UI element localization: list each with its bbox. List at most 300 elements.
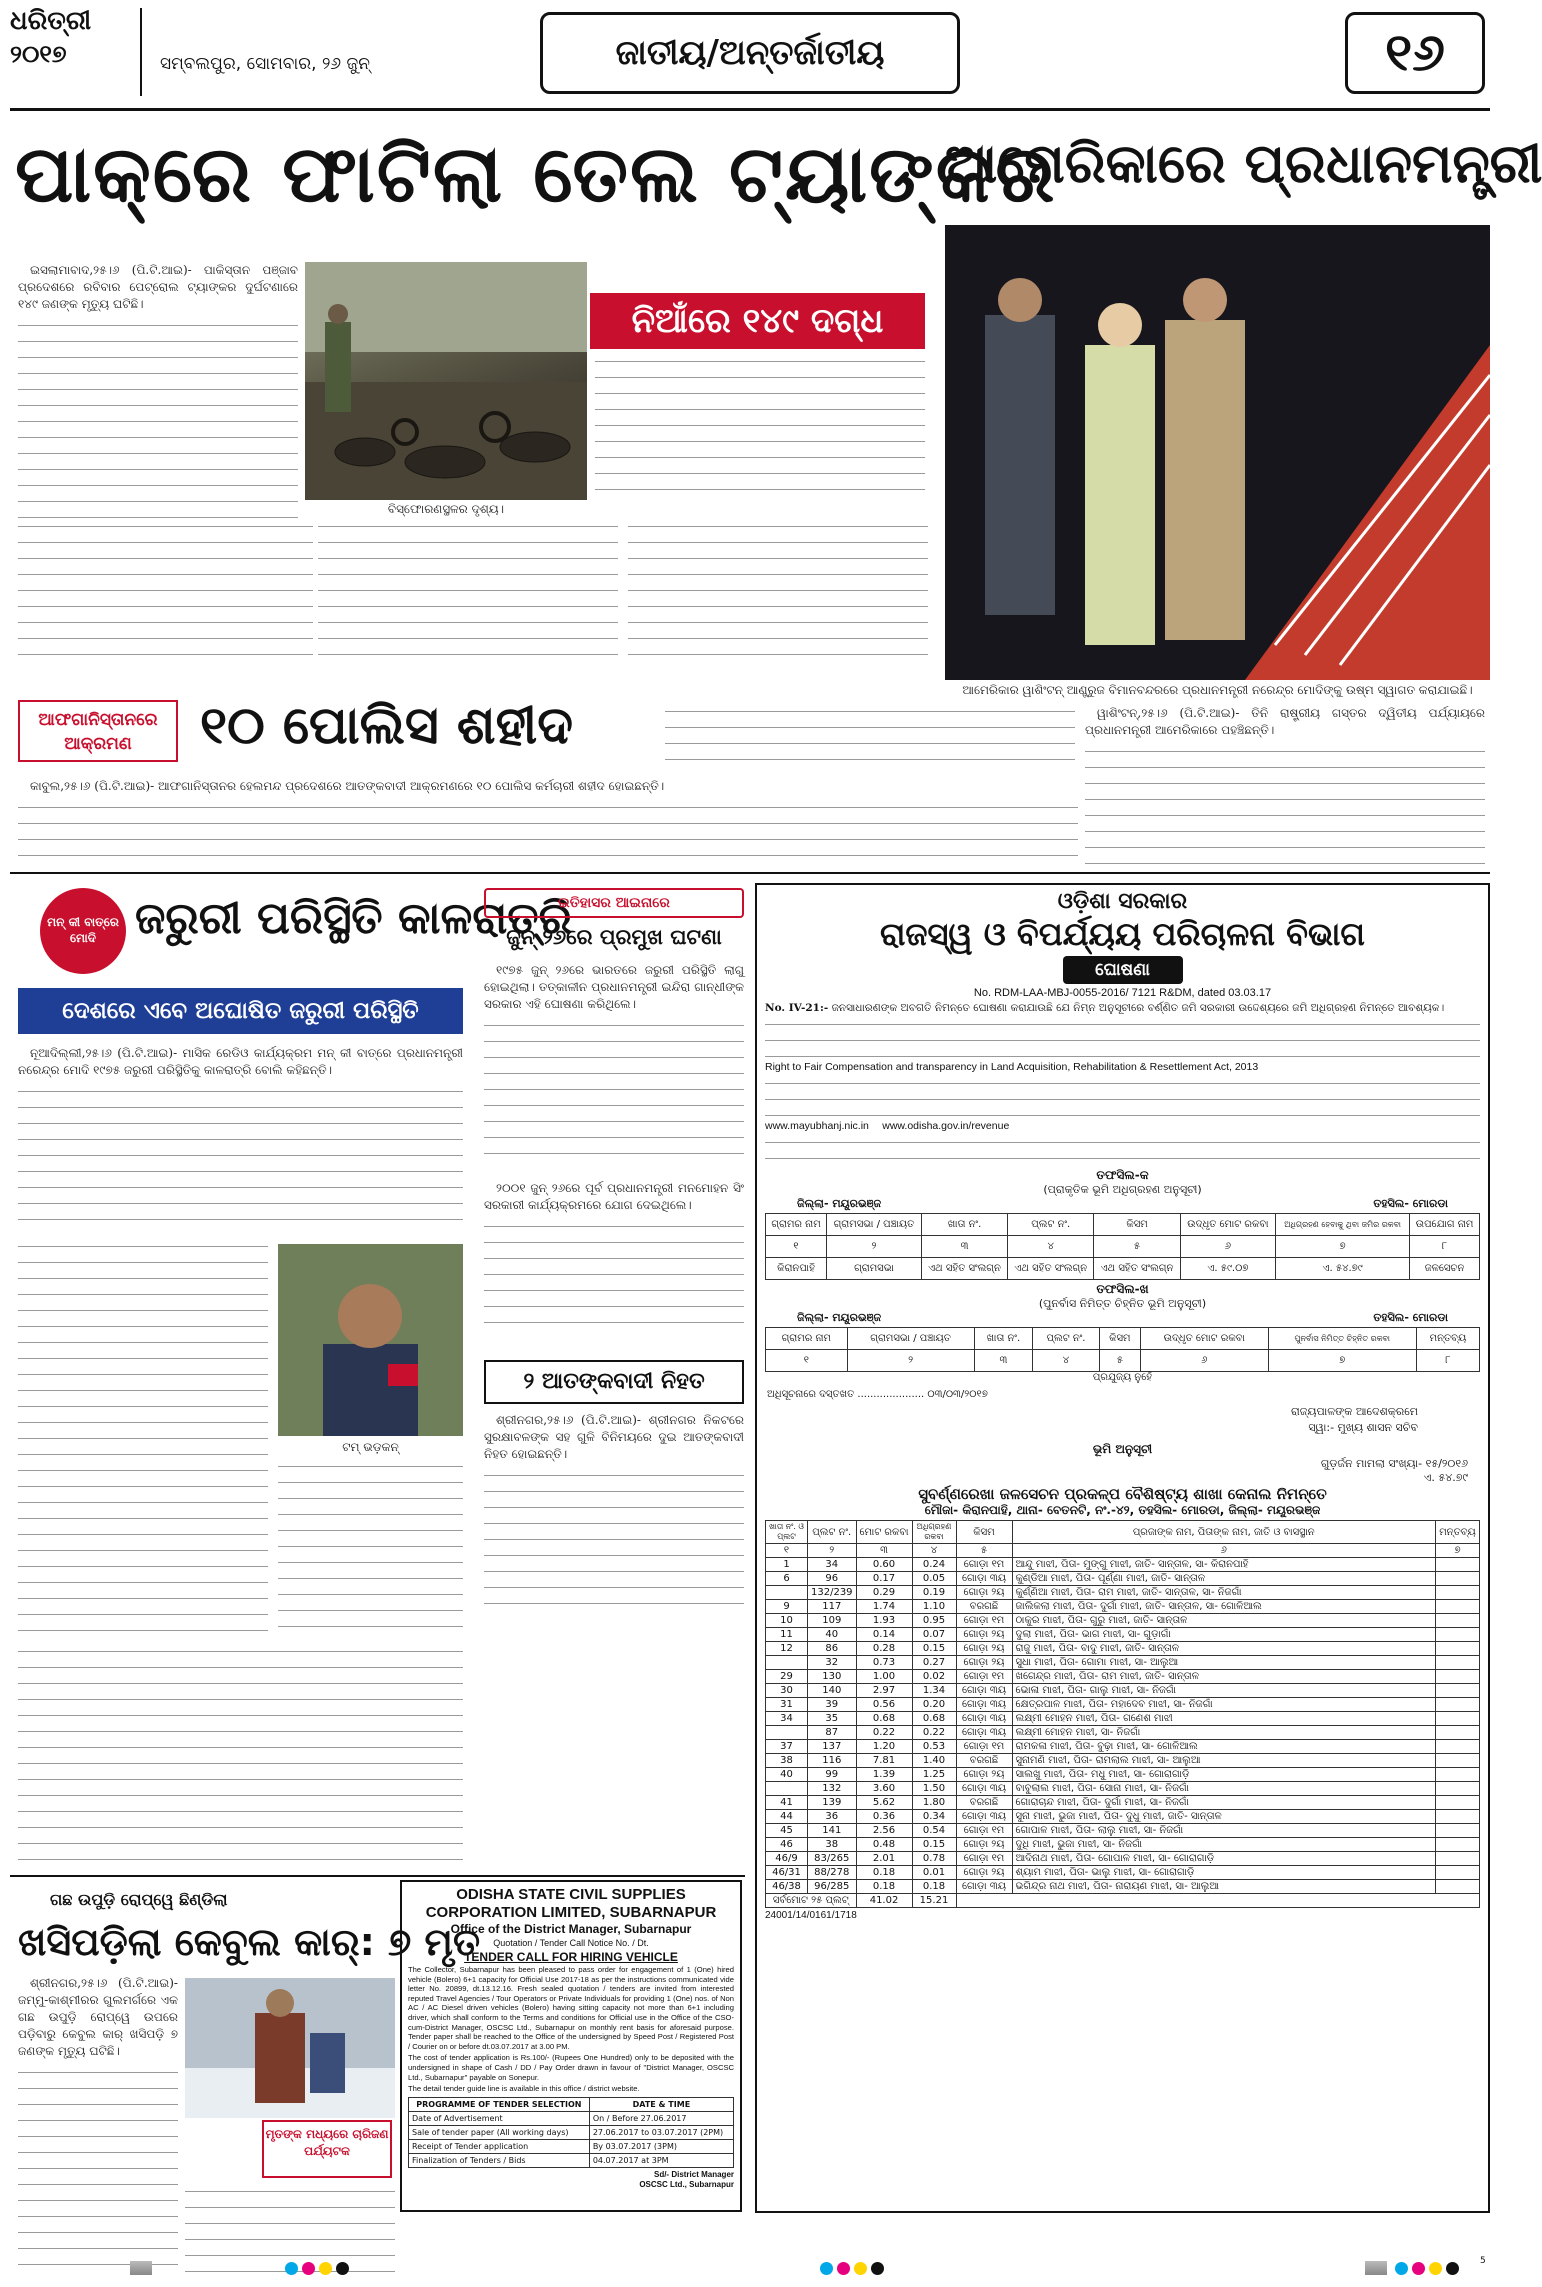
govt-body bbox=[757, 999, 1488, 1168]
land-row bbox=[766, 1768, 1480, 1782]
land-cell-remark bbox=[1436, 1712, 1480, 1726]
mouza-line: ମୌଜା- କିରାନପାହି, ଥାନା- ବେତନଟି, ନଂ.-୪୨, ତହସିଲ- ମୋରଡା, ଜିଲ୍ଲା- ମୟୂରଭଞ୍ଜ bbox=[924, 1503, 1321, 1517]
registration-dot bbox=[1429, 2262, 1442, 2275]
registration-dot bbox=[319, 2262, 332, 2275]
terror-body bbox=[484, 1412, 744, 1632]
th: ଉପଯୋଗ ନାମ bbox=[1410, 1214, 1480, 1236]
total-blank bbox=[956, 1894, 1480, 1908]
afghan-side-col bbox=[665, 705, 1075, 773]
th: ପ୍ଲଟ ନଂ. bbox=[1008, 1214, 1094, 1236]
land-schedule-table bbox=[765, 1520, 1480, 1908]
th: ଉଦ୍ଧୃତ ମୋଟ ରକବା bbox=[1180, 1214, 1275, 1236]
pm-photo bbox=[945, 225, 1490, 680]
land-cell: 0.22 bbox=[912, 1726, 956, 1740]
td: ୨ bbox=[847, 1350, 974, 1372]
emergency-body-right bbox=[278, 1460, 463, 1640]
govt-act: Right to Fair Compensation and transparency in Land Acquisition, Rehabilitation & Resettlement Act, 2013 bbox=[765, 1061, 1259, 1073]
tender-para1: The Collector, Subarnapur has been pleased to pass order for engagement of 1 (One) hired vehicle (Bolero) 6+1 capacity for Official Use 2017-18 as per the instructions communicated vide letter No. 20899, dt.13.12.16. Fresh sealed quotation / tenders are invited from interested reputed Travel Agencies / Tour Operators or Private Individuals for providing 1 (One) nos. of Non AC / AC Diesel driven vehicles (Bolero) having sitting capacity not more than 6+1 including driver, which shall conform to the Terms and conditions for Official use in the Office of the CSO-cum-District Manager, OSCSC Ltd., Subarnapur on monthly rent basis for aforesaid purpose. Tender paper shall be reached to the Office of the undersigned by Speed Post / Registered Post / Courier on or before dt.03.07.2017 at 3.00 PM. bbox=[408, 1965, 734, 2051]
land-cell: 1.20 bbox=[856, 1740, 912, 1754]
land-cell: ଗୋଡ଼ା ୩ୟ bbox=[956, 1712, 1012, 1726]
land-row bbox=[766, 1670, 1480, 1684]
cable-dateline: ଶ୍ରୀନଗର,୨୫।୬ (ପି.ଟି.ଆଇ)- ଜମ୍ମୁ-କାଶ୍ମୀରର ଗୁଲମର୍ଗରେ ଏକ ଗଛ ଉପୁଡ଼ି ରୋପ୍‌ୱେ ଉପରେ ପଡ଼ିବାରୁ କେବୁଲ କାର୍ ଖସିପଡ଼ି ୭ ଜଣଙ୍କ ମୃତ୍ୟୁ ଘଟିଛି। bbox=[18, 1976, 178, 2058]
land-cell bbox=[766, 1656, 808, 1670]
land-cell: ଗୋଡ଼ା ୨ୟ bbox=[956, 1628, 1012, 1642]
land-cell: 2.01 bbox=[856, 1852, 912, 1866]
history-item-2-lines bbox=[484, 1220, 744, 1330]
land-cell: ଗୋଡ଼ା ୧ମ bbox=[956, 1852, 1012, 1866]
schedule-a-table bbox=[765, 1213, 1480, 1280]
th: ଗ୍ରାମସଭା / ପଞ୍ଚାୟତ bbox=[847, 1328, 974, 1350]
land-cell: 1.93 bbox=[856, 1614, 912, 1628]
emergency-body-top bbox=[18, 1045, 463, 1235]
td: ଏ. ୫୪.୭୯ bbox=[1276, 1258, 1410, 1280]
tanker-photo bbox=[305, 262, 587, 500]
th: ଖାତା ନଂ. ଓ ପ୍ଲଟ bbox=[766, 1521, 808, 1544]
land-cell: 45 bbox=[766, 1824, 808, 1838]
history-item-1 bbox=[484, 962, 744, 1172]
land-cell: ଗୋଡ଼ା ୩ୟ bbox=[956, 1782, 1012, 1796]
land-cell-remark bbox=[1436, 1600, 1480, 1614]
td: ୫ bbox=[1094, 1236, 1180, 1258]
land-cell: ଗୋଡ଼ା ୨ୟ bbox=[956, 1656, 1012, 1670]
land-cell: ଗୋଡ଼ା ୩ୟ bbox=[956, 1880, 1012, 1894]
land-cell: ଆଦିନାଥ ମାଝୀ, ପିତା- ଗୋପାଳ ମାଝୀ, ସା- ଗୋରାଗାଡ଼ି bbox=[1012, 1852, 1436, 1866]
land-cell: 1.34 bbox=[912, 1684, 956, 1698]
land-cell: 0.05 bbox=[912, 1572, 956, 1586]
schedule-b-title: ତଫସିଲ-ଖ bbox=[1096, 1282, 1149, 1296]
lead-body-col4 bbox=[318, 520, 618, 670]
td: ୩ bbox=[974, 1350, 1033, 1372]
land-cell: କୁର୍ଣ୍ଣିଆ ମାଝୀ, ପିତା- ରାମ ମାଝୀ, ଜାତି- ସାନ୍ତାଳ, ସା- ନିଜଗାଁ bbox=[1012, 1586, 1436, 1600]
td: ୬ bbox=[1180, 1236, 1275, 1258]
td: ୪ bbox=[912, 1544, 956, 1558]
land-cell: 1.25 bbox=[912, 1768, 956, 1782]
afghan-tag: ଆଫଗାନିସ୍ତାନରେ ଆକ୍ରମଣ bbox=[18, 700, 178, 762]
dateline: ସମ୍ବଲପୁର, ସୋମବାର, ୨୬ ଜୁନ୍ bbox=[160, 54, 370, 74]
pm-airport-illustration bbox=[945, 225, 1490, 680]
land-cell: 46/38 bbox=[766, 1880, 808, 1894]
schedule-a-district: ଜିଲ୍ଲା- ମୟୂରଭଞ୍ଜ bbox=[797, 1197, 882, 1210]
th: କିସମ bbox=[1099, 1328, 1140, 1350]
land-cell-remark bbox=[1436, 1810, 1480, 1824]
signoff-1: ରାଜ୍ୟପାଳଙ୍କ ଆଦେଶକ୍ରମେ bbox=[1291, 1405, 1418, 1418]
schedule-a-title: ତଫସିଲ-କ bbox=[1096, 1168, 1149, 1182]
land-cell: 0.01 bbox=[912, 1866, 956, 1880]
tender-para2: The cost of tender application is Rs.100/- (Rupees One Hundred) only to be deposited with the undersigned in shape of Cash / DD / Pay Order drawn in favour of "District Manager, OSCSC Ltd., Subarnapur" payable on Sonepur. bbox=[408, 2053, 734, 2082]
signoff-2: ସ୍ୱା:- ମୁଖ୍ୟ ଶାସନ ସଚିବ bbox=[1308, 1421, 1418, 1434]
land-cell: ଲକ୍ଷ୍ମୀ ମୋହନ ମାଝୀ, ସା- ନିଜଗାଁ bbox=[1012, 1726, 1436, 1740]
pm-dateline: ୱାଶିଂଟନ୍,୨୫।୬ (ପି.ଟି.ଆଇ)- ତିନି ରାଷ୍ଟ୍ରୀୟ ଗସ୍ତର ଦ୍ୱିତୀୟ ପର୍ଯ୍ୟାୟରେ ପ୍ରଧାନମନ୍ତ୍ରୀ ଆମେରିକାରେ ପହଞ୍ଚିଛନ୍ତି। bbox=[1085, 706, 1485, 737]
land-cell: 0.68 bbox=[912, 1712, 956, 1726]
schedule-a-tahasil: ତହସିଲ- ମୋରଡା bbox=[1373, 1197, 1448, 1210]
land-cell: ସୁନାମଣି ମାଝୀ, ପିତା- ରାମଲାଲ ମାଝୀ, ସା- ଆଲୁଆ bbox=[1012, 1754, 1436, 1768]
land-cell-remark bbox=[1436, 1880, 1480, 1894]
land-cell: କୁଣ୍ଡିଆ ମାଝୀ, ପିତା- ପୂର୍ଣ୍ଣା ମାଝୀ, ଜାତି- ସାନ୍ତାଳ bbox=[1012, 1572, 1436, 1586]
th: ପ୍ଲଟ ନଂ. bbox=[1033, 1328, 1100, 1350]
cable-rescue-illustration bbox=[185, 1978, 395, 2118]
govt-name: ଓଡ଼ିଶା ସରକାର bbox=[1057, 889, 1188, 914]
land-cell: ଗୋଡ଼ା ୩ୟ bbox=[956, 1684, 1012, 1698]
th: ଅଧିଗ୍ରହଣ ହେବାକୁ ଥିବା ଜମିର ରକବା bbox=[1276, 1214, 1410, 1236]
corner-number: 5 bbox=[1480, 2256, 1486, 2266]
th: ଉଦ୍ଧୃତ ମୋଟ ରକବା bbox=[1140, 1328, 1268, 1350]
land-cell-remark bbox=[1436, 1558, 1480, 1572]
land-cell: 83/265 bbox=[808, 1852, 857, 1866]
land-cell: 137 bbox=[808, 1740, 857, 1754]
land-cell: 39 bbox=[808, 1698, 857, 1712]
land-row bbox=[766, 1712, 1480, 1726]
schedule-b-district: ଜିଲ୍ଲା- ମୟୂରଭଞ୍ଜ bbox=[797, 1311, 882, 1324]
land-cell: 7.81 bbox=[856, 1754, 912, 1768]
land-cell-remark bbox=[1436, 1726, 1480, 1740]
th: କିସମ bbox=[956, 1521, 1012, 1544]
schedule-b-sub: (ପୁନର୍ବାସ ନିମିତ୍ତ ଚିହ୍ନିତ ଭୂମି ଅନୁସୂଚୀ) bbox=[1038, 1297, 1207, 1310]
govt-body-lines-2 bbox=[765, 1077, 1480, 1117]
cable-body-left bbox=[18, 1975, 178, 2275]
land-cell: 0.24 bbox=[912, 1558, 956, 1572]
land-cell: ଆନ୍ଦୁ ମାଝୀ, ପିତା- ମୁଙ୍ଗୁ ମାଝୀ, ଜାତି- ସାନ୍ତାଳ, ସା- କିରାନପାହି bbox=[1012, 1558, 1436, 1572]
land-cell: 0.54 bbox=[912, 1824, 956, 1838]
registration-dot bbox=[871, 2262, 884, 2275]
land-cell: ଗୋଡ଼ା ୩ୟ bbox=[956, 1572, 1012, 1586]
land-row bbox=[766, 1642, 1480, 1656]
annexure-title: ଭୂମି ଅନୁସୂଚୀ bbox=[1092, 1442, 1153, 1456]
land-cell: 0.18 bbox=[856, 1866, 912, 1880]
land-row bbox=[766, 1852, 1480, 1866]
land-cell-remark bbox=[1436, 1670, 1480, 1684]
land-cell: 0.20 bbox=[912, 1698, 956, 1712]
signoff-line: ଅଧିସୂଚନାରେ ଦସ୍ତଖତ ..................... ୦୩/୦୩/୨୦୧୭ bbox=[767, 1389, 988, 1400]
emergency-body-left bbox=[18, 1240, 268, 1640]
schedule-b-table bbox=[765, 1327, 1480, 1372]
tender-notice-no: Quotation / Tender Call Notice No. / Dt. bbox=[493, 1938, 649, 1948]
govt-body-lines-3 bbox=[765, 1136, 1480, 1164]
land-cell: 1.40 bbox=[912, 1754, 956, 1768]
govt-website1[interactable]: www.mayubhanj.nic.in bbox=[765, 1120, 869, 1132]
registration-bar bbox=[130, 2261, 152, 2275]
tender-org1: ODISHA STATE CIVIL SUPPLIES bbox=[456, 1886, 686, 1903]
land-cell: 130 bbox=[808, 1670, 857, 1684]
land-row bbox=[766, 1782, 1480, 1796]
masthead-rule bbox=[10, 108, 1490, 111]
land-cell: 46/9 bbox=[766, 1852, 808, 1866]
pm-photo-caption: ଆମେରିକାର ୱାଶିଂଟନ୍ ଆଣ୍ଡ୍ରୁଜ ବିମାନବନ୍ଦରରେ ପ୍ରଧାନମନ୍ତ୍ରୀ ନରେନ୍ଦ୍ର ମୋଦିଙ୍କୁ ଉଷ୍ମ ସ୍ୱାଗତ କରାଯାଇଛି। bbox=[962, 683, 1473, 697]
area-total: ଏ. ୫୪.୭୯ bbox=[1423, 1471, 1468, 1484]
land-cell: ଗୋଡ଼ା ୩ୟ bbox=[956, 1698, 1012, 1712]
lead-body-col3 bbox=[18, 520, 313, 670]
govt-body-lines bbox=[765, 1018, 1480, 1058]
brand-year: ୨୦୧୭ bbox=[10, 40, 67, 68]
total-area: 41.02 bbox=[856, 1894, 912, 1908]
schedule-a-location bbox=[757, 1197, 1488, 1211]
td: ୫ bbox=[1099, 1350, 1140, 1372]
land-cell-remark bbox=[1436, 1852, 1480, 1866]
land-row bbox=[766, 1824, 1480, 1838]
land-cell: 34 bbox=[808, 1558, 857, 1572]
land-cell: କ୍ଷେତ୍ରପାଳ ମାଝୀ, ପିତା- ମହାଦେବ ମାଝୀ, ସା- ନିଜଗାଁ bbox=[1012, 1698, 1436, 1712]
land-cell: 1.10 bbox=[912, 1600, 956, 1614]
land-cell: 0.36 bbox=[856, 1810, 912, 1824]
land-cell: 0.78 bbox=[912, 1852, 956, 1866]
land-cell: 40 bbox=[808, 1628, 857, 1642]
land-cell: 0.95 bbox=[912, 1614, 956, 1628]
tanker-scene-illustration bbox=[305, 262, 587, 500]
th: ପ୍ଲଟ ନଂ. bbox=[808, 1521, 857, 1544]
land-cell-remark bbox=[1436, 1866, 1480, 1880]
land-row bbox=[766, 1614, 1480, 1628]
land-cell: 87 bbox=[808, 1726, 857, 1740]
land-cell-remark bbox=[1436, 1796, 1480, 1810]
land-row bbox=[766, 1754, 1480, 1768]
land-row bbox=[766, 1838, 1480, 1852]
land-cell: ଗୋରାଚାନ୍ଦ ମାଝୀ, ପିତା- ଦୁର୍ଗା ମାଝୀ, ସା- ନିଜଗାଁ bbox=[1012, 1796, 1436, 1810]
land-cell: 0.73 bbox=[856, 1656, 912, 1670]
land-cell: 141 bbox=[808, 1824, 857, 1838]
land-cell: 96 bbox=[808, 1572, 857, 1586]
case-no: ଗୁଡ଼ର୍ଜନ ମାମଲା ସଂଖ୍ୟା- ୧୫/୨୦୧୬ bbox=[1320, 1457, 1468, 1470]
land-cell: ବରଗଛି bbox=[956, 1600, 1012, 1614]
land-row bbox=[766, 1726, 1480, 1740]
td: ଏଥ ସହିତ ସଂଲଗ୍ନ bbox=[1094, 1258, 1180, 1280]
th: ଖାତା ନଂ. bbox=[921, 1214, 1007, 1236]
land-cell: 0.07 bbox=[912, 1628, 956, 1642]
tender-row-value: On / Before 27.06.2017 bbox=[589, 2111, 733, 2125]
land-cell: 32 bbox=[808, 1656, 857, 1670]
land-cell: 1.50 bbox=[912, 1782, 956, 1796]
govt-ref: No. RDM-LAA-MBJ-0055-2016/ 7121 R&DM, dated 03.03.17 bbox=[973, 987, 1272, 999]
lead-dateline: ଇସଲାମାବାଦ,୨୫।୬ (ପି.ଟି.ଆଇ)- ପାକିସ୍ତାନ ପଞ୍ଜାବ ପ୍ରଦେଶରେ ରବିବାର ପେଟ୍ରୋଲ ଟ୍ୟାଙ୍କର ଦୁର୍ଘଟଣାରେ ୧୪୯ ଜଣଙ୍କ ମୃତ୍ୟୁ ଘଟିଛି। bbox=[18, 263, 298, 311]
land-cell: 3.60 bbox=[856, 1782, 912, 1796]
td: ୨ bbox=[808, 1544, 857, 1558]
tender-row-label: Receipt of Tender application bbox=[409, 2139, 590, 2153]
land-row bbox=[766, 1880, 1480, 1894]
land-cell bbox=[766, 1586, 808, 1600]
land-cell: 2.56 bbox=[856, 1824, 912, 1838]
divider-lower bbox=[10, 1875, 745, 1877]
land-cell: ବାବୁଲାଲ ମାଝୀ, ପିତା- ସୋନା ମାଝୀ, ସା- ନିଜଗାଁ bbox=[1012, 1782, 1436, 1796]
emergency-headline: ଜରୁରୀ ପରିସ୍ଥିତି କାଳରାତ୍ରି bbox=[135, 893, 573, 944]
land-cell: ଶ୍ୟାମ ମାଝୀ, ପିତା- ଭାଲୁ ମାଝୀ, ସା- ଗୋରାଗାଡ଼ି bbox=[1012, 1866, 1436, 1880]
td: ୭ bbox=[1268, 1350, 1416, 1372]
land-row bbox=[766, 1586, 1480, 1600]
td: ଗ୍ରାମସଭା bbox=[827, 1258, 922, 1280]
land-cell: 34 bbox=[766, 1712, 808, 1726]
land-cell: 37 bbox=[766, 1740, 808, 1754]
divider-mid bbox=[10, 872, 1490, 874]
land-cell: ଲକ୍ଷ୍ମୀ ମୋହନ ମାଝୀ, ପିତା- ଗଣେଶ ମାଝୀ bbox=[1012, 1712, 1436, 1726]
cable-body-lines bbox=[18, 2066, 178, 2266]
land-cell: 46 bbox=[766, 1838, 808, 1852]
th: ପୁନର୍ବାସ ନିମିତ୍ତ ଚିହ୍ନିତ ରକବା bbox=[1268, 1328, 1416, 1350]
land-cell: 9 bbox=[766, 1600, 808, 1614]
schedule-a-sub: (ପ୍ରାକୃତିକ ଭୂମି ଅଧିଗ୍ରହଣ ଅନୁସୂଚୀ) bbox=[1043, 1183, 1202, 1196]
td: ୪ bbox=[1033, 1350, 1100, 1372]
td: ୪ bbox=[1008, 1236, 1094, 1258]
th: ମନ୍ତବ୍ୟ bbox=[1416, 1328, 1479, 1350]
td: ୧ bbox=[766, 1544, 808, 1558]
land-row bbox=[766, 1684, 1480, 1698]
land-cell: 0.27 bbox=[912, 1656, 956, 1670]
land-cell: 0.56 bbox=[856, 1698, 912, 1712]
land-cell: 10 bbox=[766, 1614, 808, 1628]
emergency-dateline: ନୂଆଦିଲ୍ଲୀ,୨୫।୬ (ପି.ଟି.ଆଇ)- ମାସିକ ରେଡିଓ କାର୍ଯ୍ୟକ୍ରମ ମନ୍ କୀ ବାତ୍‌ରେ ପ୍ରଧାନମନ୍ତ୍ରୀ ନରେନ୍ଦ୍ର ମୋଦି ୧୯୭୫ ଜରୁରୀ ପରିସ୍ଥିତିକୁ କାଳରାତ୍ରି ବୋଲି କହିଛନ୍ତି। bbox=[18, 1046, 463, 1077]
land-cell: ଠାକୁର ମାଝୀ, ପିତା- ଗୁରୁ ମାଝୀ, ଜାତି- ସାନ୍ତାଳ bbox=[1012, 1614, 1436, 1628]
land-cell: 132 bbox=[808, 1782, 857, 1796]
td: ଏଥ ସହିତ ସଂଲଗ୍ନ bbox=[1008, 1258, 1094, 1280]
land-cell: ଗୋଡ଼ା ୧ମ bbox=[956, 1824, 1012, 1838]
land-row bbox=[766, 1600, 1480, 1614]
land-cell: ଜାଲିକଲା ମାଝୀ, ପିତା- ଦୁର୍ଗା ମାଝୀ, ଜାତି- ସାନ୍ତାଳ, ସା- ଗୋଳିଆଲ bbox=[1012, 1600, 1436, 1614]
land-cell: ଗୋଡ଼ା ୨ୟ bbox=[956, 1642, 1012, 1656]
td: ୮ bbox=[1416, 1350, 1479, 1372]
land-cell: 1 bbox=[766, 1558, 808, 1572]
land-cell: 116 bbox=[808, 1754, 857, 1768]
td: ୧ bbox=[766, 1350, 848, 1372]
land-cell-remark bbox=[1436, 1684, 1480, 1698]
land-cell: 0.14 bbox=[856, 1628, 912, 1642]
td: ୬ bbox=[1012, 1544, 1436, 1558]
brand-name: ଧରିତ୍ରୀ bbox=[10, 6, 92, 36]
mann-ki-baat-badge: ମନ୍ କୀ ବାତ୍‌ରେ ମୋଦି bbox=[40, 888, 126, 974]
afghan-body-lines bbox=[18, 801, 1078, 867]
history-item-1-lines bbox=[484, 1019, 744, 1159]
tender-row-value: 27.06.2017 to 03.07.2017 (2PM) bbox=[589, 2125, 733, 2139]
land-cell: ରାଜୁ ମାଝୀ, ପିତା- ବାଦୁ ମାଝୀ, ଜାତି- ସାନ୍ତାଳ bbox=[1012, 1642, 1436, 1656]
registration-dot bbox=[336, 2262, 349, 2275]
th: ଖାତା ନଂ. bbox=[974, 1328, 1033, 1350]
history-headline: ଜୁନ୍ ୨୬ରେ ପ୍ରମୁଖ ଘଟଣା bbox=[506, 925, 722, 949]
land-cell: 88/278 bbox=[808, 1866, 857, 1880]
land-cell: 6 bbox=[766, 1572, 808, 1586]
tender-col2: DATE & TIME bbox=[589, 2097, 733, 2111]
land-cell: 140 bbox=[808, 1684, 857, 1698]
page-number: ୧୬ bbox=[1345, 12, 1485, 94]
land-cell: 36 bbox=[808, 1810, 857, 1824]
land-cell: 38 bbox=[808, 1838, 857, 1852]
land-cell-remark bbox=[1436, 1586, 1480, 1600]
tanker-photo-caption: ବିସ୍ଫୋରଣସ୍ଥଳର ଦୃଶ୍ୟ। bbox=[387, 502, 505, 516]
land-cell: ଗୋଡ଼ା ୧ମ bbox=[956, 1670, 1012, 1684]
td: ଏଥ ସହିତ ସଂଲଗ୍ନ bbox=[921, 1258, 1007, 1280]
land-cell: 0.15 bbox=[912, 1642, 956, 1656]
govt-para1: ଜନସାଧାରଣଙ୍କ ଅବଗତି ନିମନ୍ତେ ଘୋଷଣା କରାଯାଉଛି ଯେ ନିମ୍ନ ଅନୁସୂଚୀରେ ବର୍ଣ୍ଣିତ ଜମି ସରକାରୀ ଉଦ୍ଦେଶ୍ୟରେ ଜମି ଅଧିଗ୍ରହଣ ନିମନ୍ତେ ଆବଶ୍ୟକ। bbox=[831, 1002, 1445, 1014]
land-cell: 0.18 bbox=[856, 1880, 912, 1894]
td: ୧ bbox=[766, 1236, 827, 1258]
land-cell-remark bbox=[1436, 1698, 1480, 1712]
land-cell: 0.48 bbox=[856, 1838, 912, 1852]
land-cell: 29 bbox=[766, 1670, 808, 1684]
land-cell-remark bbox=[1436, 1628, 1480, 1642]
lead-headline: ପାକ୍‌ରେ ଫାଟିଲା ତେଲ ଟ୍ୟାଙ୍କର bbox=[15, 130, 1057, 220]
land-row bbox=[766, 1698, 1480, 1712]
land-cell: 0.19 bbox=[912, 1586, 956, 1600]
land-cell: ଖଗେନ୍ଦ୍ର ମାଝୀ, ପିତା- ରାମ ମାଝୀ, ଜାତି- ସାନ୍ତାଳ bbox=[1012, 1670, 1436, 1684]
tender-org2: CORPORATION LIMITED, SUBARNAPUR bbox=[425, 1904, 717, 1921]
th: ମନ୍ତବ୍ୟ bbox=[1436, 1521, 1480, 1544]
afghan-headline: ୧୦ ପୋଲିସ ଶହୀଦ bbox=[200, 696, 574, 756]
cable-badge: ମୃତଙ୍କ ମଧ୍ୟରେ ଚାରିଜଣ ପର୍ଯ୍ୟଟକ bbox=[262, 2120, 392, 2178]
td: ୭ bbox=[1436, 1544, 1480, 1558]
govt-notice bbox=[755, 883, 1490, 2213]
tender-signature: Sd/- District Manager bbox=[653, 2169, 734, 2179]
land-cell: 99 bbox=[808, 1768, 857, 1782]
tender-notice bbox=[400, 1880, 742, 2212]
land-cell-remark bbox=[1436, 1614, 1480, 1628]
schedule-b-location bbox=[757, 1311, 1488, 1325]
registration-dot bbox=[820, 2262, 833, 2275]
land-cell: ସୁଧା ମାଝୀ, ପିତା- ଗୋମା ମାଝୀ, ସା- ଆଲୁଆ bbox=[1012, 1656, 1436, 1670]
history-tag: ଇତିହାସର ଆଇନାରେ bbox=[484, 888, 744, 918]
land-cell: 11 bbox=[766, 1628, 808, 1642]
tender-signature-2: OSCSC Ltd., Subarnapur bbox=[639, 2179, 734, 2189]
land-cell: ଗୋଡ଼ା ୩ୟ bbox=[956, 1810, 1012, 1824]
land-cell-remark bbox=[1436, 1838, 1480, 1852]
land-cell: 0.29 bbox=[856, 1586, 912, 1600]
total-acquired: 15.21 bbox=[912, 1894, 956, 1908]
land-cell: 132/239 bbox=[808, 1586, 857, 1600]
schedule-b-tahasil: ତହସିଲ- ମୋରଡା bbox=[1373, 1311, 1448, 1324]
land-cell bbox=[766, 1782, 808, 1796]
tender-para3: The detail tender guide line is available in this office / district website. bbox=[408, 2084, 640, 2094]
td: କିରାନପାହି bbox=[766, 1258, 827, 1280]
emergency-body-bottom bbox=[18, 1645, 463, 1865]
footer-code: 24001/14/0161/1718 bbox=[765, 1910, 857, 1921]
land-cell: ଗୋପାଳ ମାଝୀ, ପିତା- ଲାଲୁ ମାଝୀ, ସା- ନିଜଗାଁ bbox=[1012, 1824, 1436, 1838]
th: ପ୍ରଜାଙ୍କ ନାମ, ପିତାଙ୍କ ନାମ, ଜାତି ଓ ବାସସ୍ଥାନ bbox=[1012, 1521, 1436, 1544]
land-row bbox=[766, 1558, 1480, 1572]
td: ୩ bbox=[921, 1236, 1007, 1258]
land-cell: 96/285 bbox=[808, 1880, 857, 1894]
terror-headline: ୨ ଆତଙ୍କବାଦୀ ନିହତ bbox=[484, 1360, 744, 1404]
section-title: ଜାତୀୟ/ଅନ୍ତର୍ଜାତୀୟ bbox=[540, 12, 960, 94]
th: ମୋଟ ରକବା bbox=[856, 1521, 912, 1544]
td: ୫ bbox=[956, 1544, 1012, 1558]
land-cell: 46/31 bbox=[766, 1866, 808, 1880]
land-cell: 0.17 bbox=[856, 1572, 912, 1586]
govt-tag: ଘୋଷଣା bbox=[1063, 956, 1183, 984]
speaker-illustration bbox=[278, 1244, 463, 1436]
land-cell: ଦୁଧି ମାଝୀ, ଭୁଜା ମାଝୀ, ସା- ନିଜଗାଁ bbox=[1012, 1838, 1436, 1852]
tender-row-value: By 03.07.2017 (3PM) bbox=[589, 2139, 733, 2153]
land-cell: 1.74 bbox=[856, 1600, 912, 1614]
land-cell: 0.60 bbox=[856, 1558, 912, 1572]
land-row bbox=[766, 1572, 1480, 1586]
speaker-photo bbox=[278, 1244, 463, 1436]
land-cell: 0.22 bbox=[856, 1726, 912, 1740]
td: ଜଳସେଚନ bbox=[1410, 1258, 1480, 1280]
tender-col1: PROGRAMME OF TENDER SELECTION bbox=[409, 2097, 590, 2111]
land-cell: ଗୋଡ଼ା ୨ୟ bbox=[956, 1866, 1012, 1880]
land-row bbox=[766, 1866, 1480, 1880]
pm-headline: ଆମେରିକାରେ ପ୍ରଧାନମନ୍ତ୍ରୀ bbox=[945, 132, 1542, 195]
afghan-dateline: କାବୁଲ,୨୫।୬ (ପି.ଟି.ଆଇ)- ଆଫଗାନିସ୍ତାନର ହେଲମନ୍ଦ ପ୍ରଦେଶରେ ଆତଙ୍କବାଦୀ ଆକ୍ରମଣରେ ୧୦ ପୋଲିସ କର୍ମଚାରୀ ଶହୀଦ ହୋଇଛନ୍ତି। bbox=[30, 779, 665, 793]
land-cell-remark bbox=[1436, 1740, 1480, 1754]
land-cell: ଗୋଡ଼ା ୨ୟ bbox=[956, 1586, 1012, 1600]
tender-row-value: 04.07.2017 at 3PM bbox=[589, 2153, 733, 2167]
land-cell: ଦୁଲା ମାଝୀ, ପିତା- ଭାଗ ମାଝୀ, ସା- ଗୁଡ଼ାଗାଁ bbox=[1012, 1628, 1436, 1642]
cable-kicker: ଗଛ ଉପୁଡ଼ି ରୋପ୍‌ୱେ ଛିଣ୍ଡିଲା bbox=[50, 1890, 228, 1909]
pm-body-lines bbox=[1085, 745, 1485, 865]
govt-para-label: No. IV-21:- bbox=[765, 1002, 829, 1014]
land-cell: ଗୋଡ଼ା ୩ୟ bbox=[956, 1726, 1012, 1740]
land-cell: 1.00 bbox=[856, 1670, 912, 1684]
land-cell: ଭୋଳା ମାଝୀ, ପିତା- ଗାଲୁ ମାଝୀ, ସା- ନିଜଗାଁ bbox=[1012, 1684, 1436, 1698]
govt-website2[interactable]: www.odisha.gov.in/revenue bbox=[882, 1120, 1010, 1132]
registration-dot bbox=[285, 2262, 298, 2275]
land-row bbox=[766, 1628, 1480, 1642]
td: ୭ bbox=[1276, 1236, 1410, 1258]
land-cell: ଗୋଡ଼ା ୨ୟ bbox=[956, 1838, 1012, 1852]
